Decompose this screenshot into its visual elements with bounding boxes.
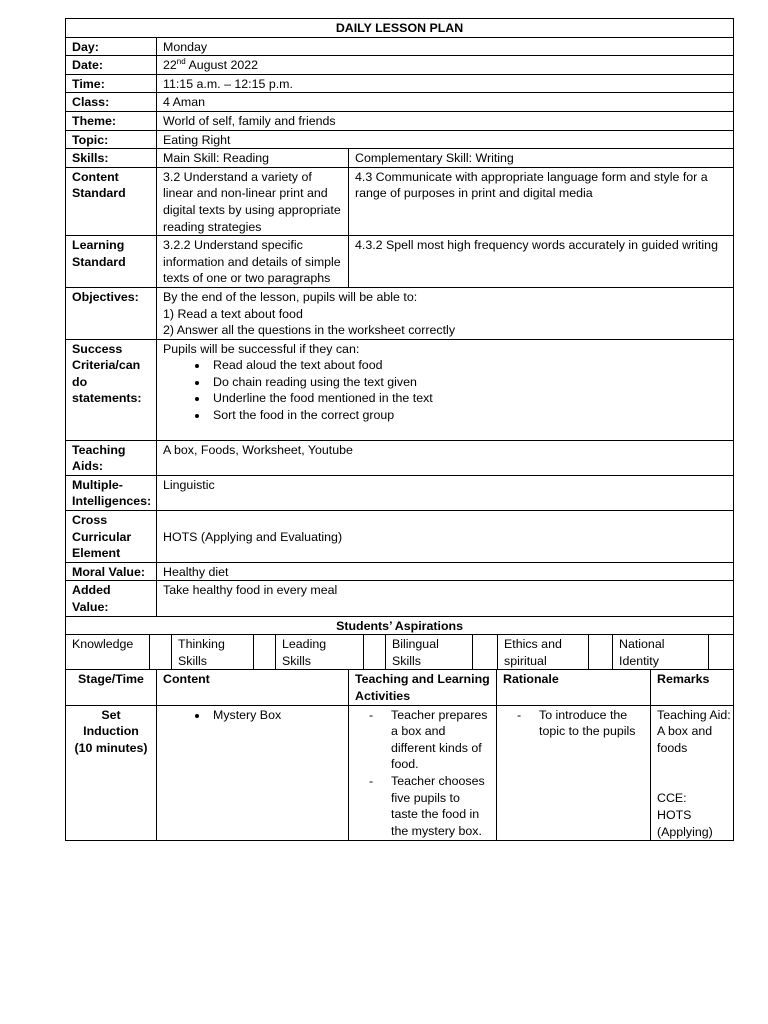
complementary-skill: Complementary Skill: Writing	[349, 149, 734, 168]
day-row	[66, 37, 734, 56]
aspiration-knowledge: Knowledge	[66, 635, 150, 670]
moral-value-row	[66, 562, 734, 581]
stage-duration: (10 minutes)	[74, 740, 148, 755]
date-label: Date:	[66, 56, 157, 75]
activities-list	[355, 707, 490, 840]
objectives-intro: By the end of the lesson, pupils will be able to:	[163, 289, 418, 304]
time-value: 11:15 a.m. – 12:15 p.m.	[157, 74, 734, 93]
date-month-year: August 2022	[185, 58, 259, 73]
multiple-intelligences-label: Multiple-Intelligences:	[66, 475, 157, 510]
topic-value: Eating Right	[157, 130, 734, 149]
multiple-intelligences-row	[66, 475, 734, 510]
added-value-value: Take healthy food in every meal	[157, 581, 734, 616]
learning-standard-row	[66, 236, 734, 288]
cross-curricular-row	[66, 511, 734, 563]
remarks-header: Remarks	[651, 670, 734, 705]
lesson-plan-page	[65, 18, 733, 841]
aspirations-title-row	[66, 616, 734, 635]
set-induction-content	[157, 705, 349, 841]
moral-value-label: Moral Value:	[66, 562, 157, 581]
set-induction-rationale	[497, 705, 651, 841]
theme-label: Theme:	[66, 111, 157, 130]
class-row	[66, 93, 734, 112]
class-value: 4 Aman	[157, 93, 734, 112]
topic-row	[66, 130, 734, 149]
day-label: Day:	[66, 37, 157, 56]
title-row	[66, 19, 734, 38]
rationale-header: Rationale	[497, 670, 651, 705]
activities-header: Teaching and Learning Activities	[349, 670, 497, 705]
cross-curricular-value: HOTS (Applying and Evaluating)	[157, 511, 734, 563]
aspiration-checkbox	[364, 635, 386, 670]
success-criteria-intro: Pupils will be successful if they can:	[163, 341, 360, 356]
objective-item: 1) Read a text about food	[163, 306, 303, 321]
content-standard-main: 3.2 Understand a variety of linear and non-linear print and digital texts by using appropriate reading strategies	[157, 167, 349, 235]
aspiration-bilingual-skills: Bilingual Skills	[386, 635, 473, 670]
list-item: - To introduce the topic to the pupils	[539, 707, 644, 740]
multiple-intelligences-value: Linguistic	[157, 475, 734, 510]
day-value: Monday	[157, 37, 734, 56]
aspiration-checkbox	[589, 635, 613, 670]
lesson-plan-table	[65, 18, 734, 617]
list-item: • Underline the food mentioned in the text	[209, 390, 727, 407]
content-list	[163, 707, 342, 724]
objectives-row	[66, 287, 734, 339]
learning-standard-label: Learning Standard	[66, 236, 157, 288]
skills-row	[66, 149, 734, 168]
theme-row	[66, 111, 734, 130]
added-value-row	[66, 581, 734, 616]
success-criteria-row	[66, 339, 734, 440]
moral-value-value: Healthy diet	[157, 562, 734, 581]
skills-label: Skills:	[66, 149, 157, 168]
aspiration-national-identity: National Identity	[613, 635, 709, 670]
aspirations-row	[66, 635, 734, 670]
date-value	[157, 56, 734, 75]
content-standard-row	[66, 167, 734, 235]
learning-standard-complementary: 4.3.2 Spell most high frequency words accurately in guided writing	[349, 236, 734, 288]
class-label: Class:	[66, 93, 157, 112]
time-label: Time:	[66, 74, 157, 93]
time-row	[66, 74, 734, 93]
objective-item: 2) Answer all the questions in the worksheet correctly	[163, 323, 456, 338]
stage-time-header: Stage/Time	[66, 670, 157, 705]
aspirations-title: Students’ Aspirations	[66, 616, 734, 635]
spacer	[163, 424, 727, 440]
aspiration-ethics-spiritual: Ethics and spiritual	[498, 635, 589, 670]
added-value-label: Added Value:	[66, 581, 157, 616]
objectives-value	[157, 287, 734, 339]
aspiration-checkbox	[709, 635, 734, 670]
stage-table	[65, 669, 734, 841]
success-criteria-list	[163, 357, 727, 423]
learning-standard-main: 3.2.2 Understand specific information and details of simple texts of one or two paragraphs	[157, 236, 349, 288]
list-item: • Do chain reading using the text given	[209, 374, 727, 391]
objectives-label: Objectives:	[66, 287, 157, 339]
success-criteria-value	[157, 339, 734, 440]
set-induction-activities	[349, 705, 497, 841]
topic-label: Topic:	[66, 130, 157, 149]
content-standard-label: Content Standard	[66, 167, 157, 235]
list-item: • Mystery Box	[209, 707, 342, 724]
list-item: - Teacher chooses five pupils to taste the food in the mystery box.	[391, 773, 490, 839]
list-item: • Read aloud the text about food	[209, 357, 727, 374]
set-induction-row	[66, 705, 734, 841]
aspiration-leading-skills: Leading Skills	[276, 635, 364, 670]
content-header: Content	[157, 670, 349, 705]
remarks-aid-value: A box and foods	[657, 724, 713, 755]
content-standard-complementary: 4.3 Communicate with appropriate language form and style for a range of purposes in print and digital media	[349, 167, 734, 235]
aspiration-checkbox	[150, 635, 172, 670]
set-induction-remarks	[651, 705, 734, 841]
rationale-list	[503, 707, 644, 740]
aspiration-thinking-skills: Thinking Skills	[172, 635, 254, 670]
remarks-cce-value: HOTS (Applying)	[657, 807, 713, 839]
stage-name: Set Induction	[83, 707, 139, 739]
date-suffix: nd	[176, 57, 186, 67]
stage-header-row	[66, 670, 734, 705]
aspirations-table	[65, 616, 734, 671]
remarks-aid-label: Teaching Aid:	[657, 707, 731, 722]
list-item: - Teacher prepares a box and different kinds of food.	[391, 707, 490, 773]
aspiration-checkbox	[473, 635, 498, 670]
aspiration-checkbox	[254, 635, 276, 670]
set-induction-stage	[66, 705, 157, 841]
success-criteria-label: Success Criteria/can do statements:	[66, 339, 157, 440]
teaching-aids-row	[66, 440, 734, 475]
main-skill: Main Skill: Reading	[157, 149, 349, 168]
teaching-aids-label: Teaching Aids:	[66, 440, 157, 475]
date-day: 22	[163, 58, 177, 73]
teaching-aids-value: A box, Foods, Worksheet, Youtube	[157, 440, 734, 475]
cross-curricular-label: Cross Curricular Element	[66, 511, 157, 563]
date-row	[66, 56, 734, 75]
list-item: • Sort the food in the correct group	[209, 407, 727, 424]
lesson-plan-title: DAILY LESSON PLAN	[66, 19, 734, 38]
spacer	[657, 756, 731, 790]
theme-value: World of self, family and friends	[157, 111, 734, 130]
remarks-cce-label: CCE:	[657, 791, 687, 806]
